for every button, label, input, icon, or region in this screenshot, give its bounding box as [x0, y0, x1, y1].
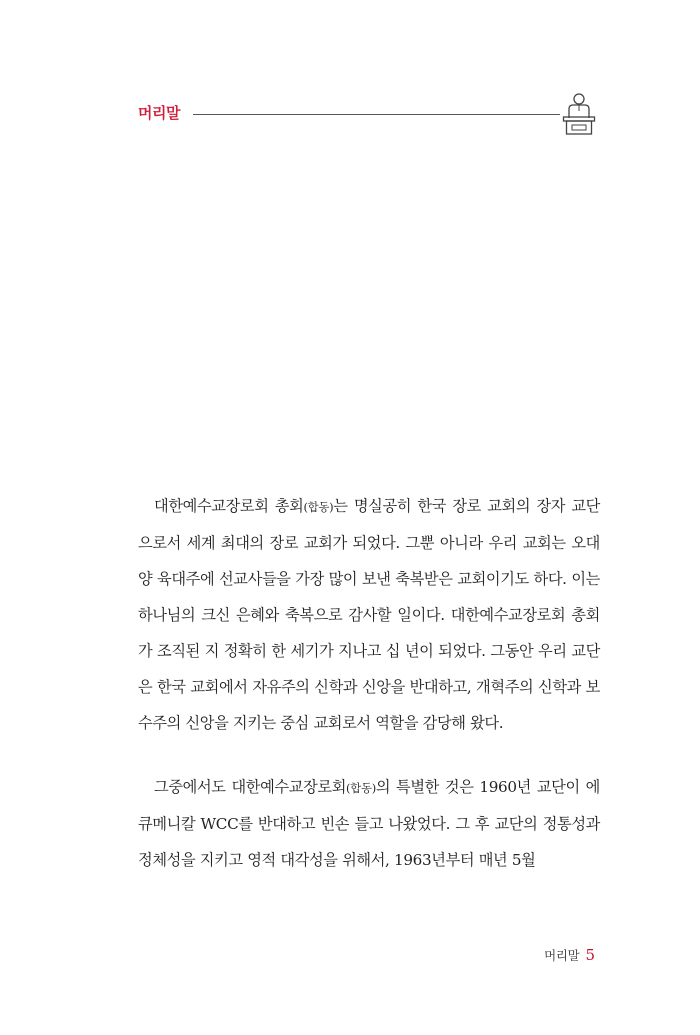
body-text — [138, 488, 600, 878]
paragraph-1-text-a: 대한예수교장로회 총회 — [154, 497, 304, 515]
person-at-desk-icon — [562, 92, 596, 136]
paragraph-1 — [138, 488, 600, 741]
page-number: 5 — [585, 946, 595, 964]
page-footer — [544, 946, 595, 964]
running-header — [138, 92, 600, 138]
paragraph-2-text-b: 의 특별한 것은 1960년 교단이 에큐메니칼 WCC를 반대하고 빈손 들고 나왔었다. 그 후 교단의 정통성과 정체성을 지키고 영적 대각성을 위해서, 1963년부터 매년 5월 — [138, 778, 600, 869]
paragraph-1-text-small: (합동) — [303, 500, 334, 514]
footer-section-label: 머리말 — [544, 948, 580, 963]
paragraph-2-text-a: 그중에서도 대한예수교장로회 — [154, 778, 347, 796]
paragraph-2-text-small: (합동) — [346, 781, 376, 795]
paragraph-2 — [138, 769, 600, 878]
paragraph-1-text-b: 는 명실공히 한국 장로 교회의 장자 교단으로서 세계 최대의 장로 교회가 되었다. 그뿐 아니라 우리 교회는 오대양 육대주에 선교사들을 가장 많이 보낸 축복받은 교회이기도 하다. 이는 하나님의 크신 은혜와 축복으로 감사할 일이다. 대한예수교장로회 총회가 조직된 지 정확히 한 세기가 지나고 십 년이 되었다. 그동안 우리 교단은 한국 교회에서 자유주의 신학과 신앙을 반대하고, 개혁주의 신학과 보수주의 신앙을 지키는 중심 교회로서 역할을 감당해 왔다. — [138, 497, 600, 732]
section-title: 머리말 — [138, 104, 180, 122]
header-divider — [193, 114, 560, 115]
